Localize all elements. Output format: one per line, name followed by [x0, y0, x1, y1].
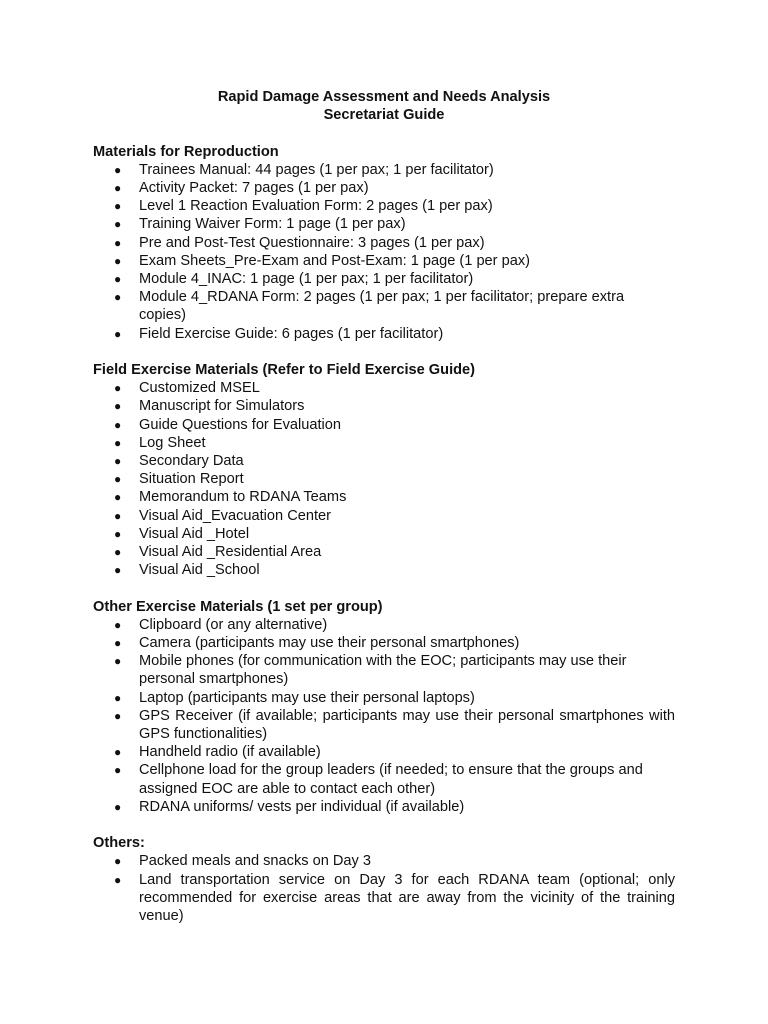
list-item: ● Visual Aid _School [93, 561, 675, 579]
section-heading: Others: [93, 835, 145, 852]
list-item: ● Trainees Manual: 44 pages (1 per pax; 1 per facilitator) [93, 161, 675, 179]
list-item: ● Clipboard (or any alternative) [93, 616, 675, 634]
document-subtitle: Secretariat Guide [323, 107, 445, 124]
list-item: ● Camera (participants may use their personal smartphones) [93, 634, 675, 652]
bullet-list [93, 379, 675, 579]
section-other-exercise-materials [93, 598, 675, 816]
list-item: ● Packed meals and snacks on Day 3 [93, 852, 675, 870]
list-item: ● Activity Packet: 7 pages (1 per pax) [93, 179, 675, 197]
list-item: ● Training Waiver Form: 1 page (1 per pax) [93, 215, 675, 233]
list-item: ● Module 4_RDANA Form: 2 pages (1 per pax; 1 per facilitator; prepare extra copies) [93, 288, 675, 324]
list-item: ● Visual Aid_Evacuation Center [93, 507, 675, 525]
list-item: ● Module 4_INAC: 1 page (1 per pax; 1 per facilitator) [93, 270, 675, 288]
document-page [93, 88, 675, 925]
list-item: ● Mobile phones (for communication with the EOC; participants may use their personal smartphones) [93, 652, 675, 688]
list-item: ● Field Exercise Guide: 6 pages (1 per facilitator) [93, 325, 675, 343]
section-heading: Other Exercise Materials (1 set per group) [93, 598, 383, 615]
document-title: Rapid Damage Assessment and Needs Analysis [217, 89, 551, 105]
list-item: ● Visual Aid _Residential Area [93, 543, 675, 561]
section-heading: Field Exercise Materials (Refer to Field Exercise Guide) [93, 362, 476, 379]
bullet-list [93, 616, 675, 816]
list-item: ● Guide Questions for Evaluation [93, 416, 675, 434]
list-item: ● Exam Sheets_Pre-Exam and Post-Exam: 1 page (1 per pax) [93, 252, 675, 270]
list-item: ● Land transportation service on Day 3 for each RDANA team (optional; only recommended for exercise areas that are away from the vicinity of the training venue) [93, 871, 675, 926]
list-item: ● GPS Receiver (if available; participants may use their personal smartphones with GPS functionalities) [93, 707, 675, 743]
list-item: ● Manuscript for Simulators [93, 397, 675, 415]
section-others [93, 834, 675, 925]
bullet-list [93, 852, 675, 925]
list-item: ● RDANA uniforms/ vests per individual (if available) [93, 798, 675, 816]
list-item: ● Pre and Post-Test Questionnaire: 3 pages (1 per pax) [93, 234, 675, 252]
section-field-exercise-materials [93, 361, 675, 579]
list-item: ● Customized MSEL [93, 379, 675, 397]
list-item: ● Laptop (participants may use their personal laptops) [93, 689, 675, 707]
section-materials-for-reproduction [93, 143, 675, 343]
list-item: ● Level 1 Reaction Evaluation Form: 2 pages (1 per pax) [93, 197, 675, 215]
section-heading: Materials for Reproduction [93, 143, 279, 160]
list-item: ● Situation Report [93, 470, 675, 488]
list-item: ● Memorandum to RDANA Teams [93, 488, 675, 506]
list-item: ● Handheld radio (if available) [93, 743, 675, 761]
bullet-list [93, 161, 675, 343]
list-item: ● Log Sheet [93, 434, 675, 452]
list-item: ● Visual Aid _Hotel [93, 525, 675, 543]
list-item: ● Secondary Data [93, 452, 675, 470]
list-item: ● Cellphone load for the group leaders (if needed; to ensure that the groups and assigned EOC are able to contact each other) [93, 761, 675, 797]
